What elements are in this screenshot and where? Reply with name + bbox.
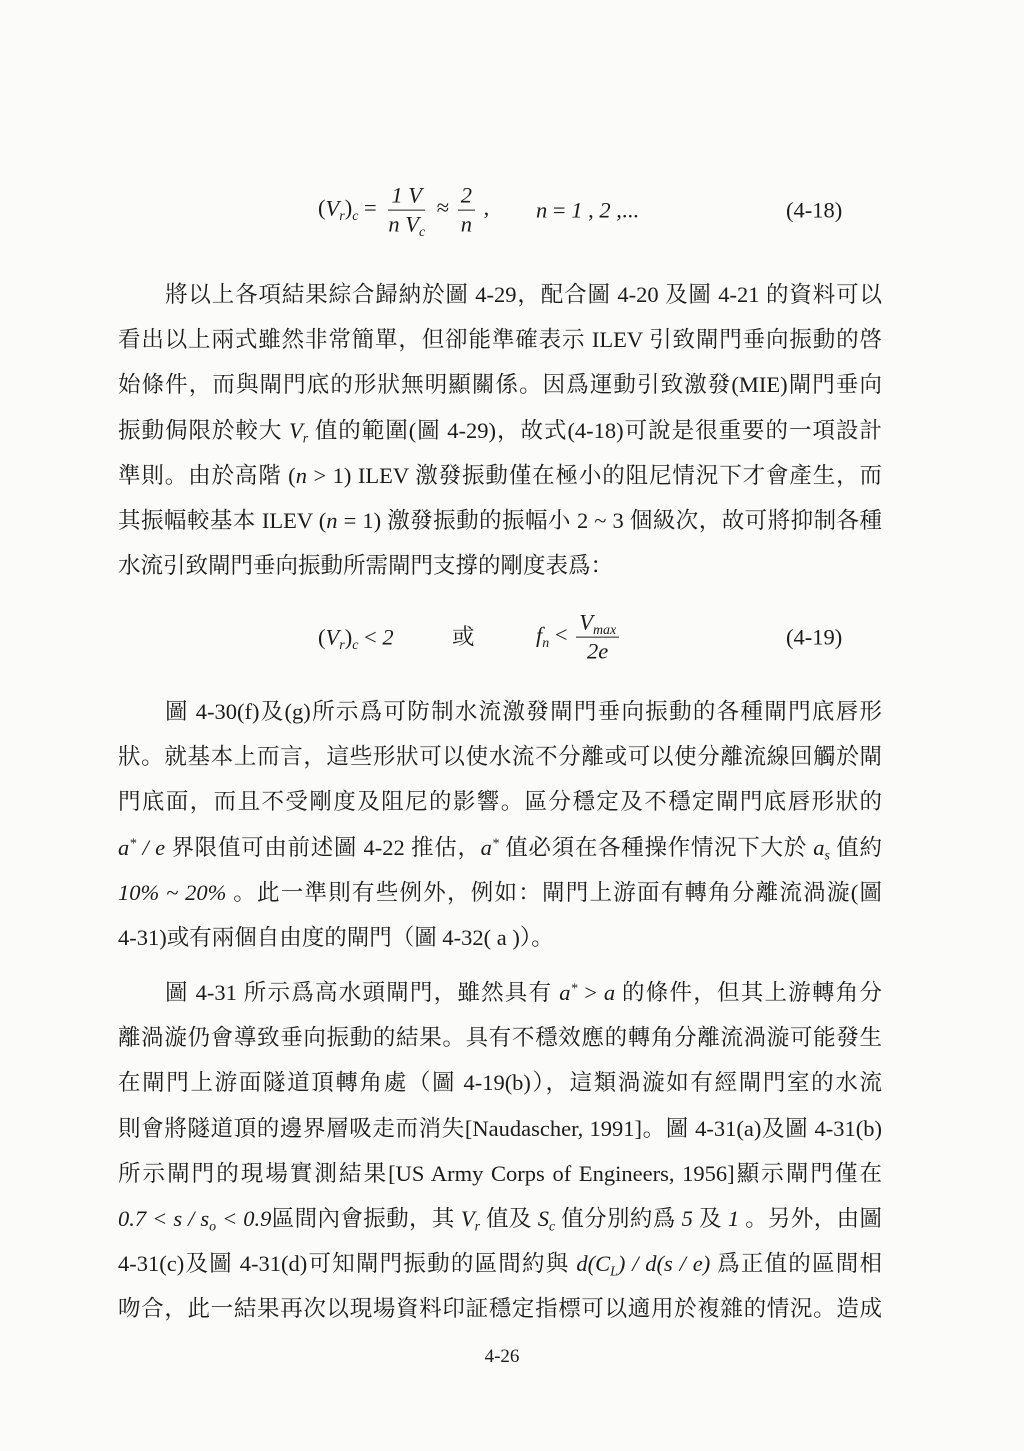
text-run: 界限值可由前述圖 4-22 推估， bbox=[165, 834, 481, 860]
subscript: s bbox=[824, 848, 830, 864]
equation-condition bbox=[536, 610, 622, 665]
text-run: = 1) 激發振動的振幅小 2 ~ 3 個級次，故可將抑制各種 bbox=[337, 507, 882, 533]
equation-expression bbox=[318, 622, 394, 651]
math-expression bbox=[460, 1205, 481, 1235]
math-variable: V bbox=[408, 182, 423, 208]
text-run: 圖 4-31 所示爲高水頭閘門，雖然具有 bbox=[165, 980, 560, 1005]
text-run: > 1) ILEV 激發振動僅在極小的阻尼情況下才會產生，而 bbox=[306, 462, 882, 488]
text-run: , bbox=[582, 197, 600, 223]
text-run: = bbox=[358, 195, 383, 221]
text-run: 在閘門上游面隧道頂轉角處（圖 4-19(b)），這類渦漩如有經閘門室的水流 bbox=[118, 1070, 882, 1096]
paragraph bbox=[118, 272, 882, 588]
text-run: 振動侷限於較大 bbox=[118, 417, 289, 443]
subscript: c bbox=[549, 1219, 556, 1235]
text-line bbox=[118, 1106, 882, 1151]
math-expression bbox=[537, 1205, 556, 1235]
text-run: 吻合，此一結果再次以現場資料印証穩定指標可以適用於複雜的情況。造成 bbox=[118, 1296, 882, 1322]
math-variable: a bbox=[813, 834, 825, 860]
math-expression bbox=[388, 212, 399, 237]
math-expression bbox=[571, 197, 582, 222]
math-expression bbox=[216, 1206, 271, 1231]
text-line bbox=[118, 498, 882, 543]
math-variable: n bbox=[460, 211, 472, 237]
text-run: 。另外，由圖 bbox=[739, 1205, 882, 1231]
superscript: * bbox=[129, 835, 137, 851]
subscript: c bbox=[352, 208, 359, 224]
math-expression bbox=[587, 639, 608, 664]
superscript: * bbox=[491, 835, 499, 851]
equation-expression bbox=[318, 183, 489, 238]
math-variable: a bbox=[559, 980, 571, 1005]
text-run: 4-31(c)及圖 4-31(d)可知閘門振動的區間約與 bbox=[118, 1251, 577, 1277]
paragraph bbox=[118, 970, 882, 1332]
subscript: r bbox=[339, 208, 345, 224]
math-variable: n bbox=[536, 197, 548, 223]
text-line bbox=[118, 362, 882, 407]
math-expression bbox=[382, 624, 393, 649]
math-variable: V bbox=[405, 211, 419, 237]
text-run: 值及 bbox=[480, 1205, 538, 1231]
math-variable: V bbox=[288, 417, 303, 443]
text-run: 爲正值的區間相 bbox=[710, 1251, 882, 1277]
text-run: ( bbox=[318, 624, 326, 650]
math-variable: 5 bbox=[681, 1205, 693, 1231]
math-expression bbox=[604, 980, 615, 1005]
text-line bbox=[118, 543, 882, 588]
math-expression bbox=[599, 197, 610, 222]
math-variable: ) / d(s / e) bbox=[617, 1251, 711, 1277]
page-number: 4-26 bbox=[484, 1346, 520, 1367]
math-variable: 2 bbox=[460, 182, 472, 208]
equation-condition bbox=[536, 195, 639, 224]
numerator bbox=[458, 183, 475, 211]
text-line bbox=[165, 970, 882, 1015]
math-variable: S bbox=[537, 1205, 550, 1231]
math-expression bbox=[326, 508, 337, 533]
equation-4-19 bbox=[0, 597, 1024, 677]
subscript: o bbox=[209, 1219, 217, 1235]
math-variable: n bbox=[326, 507, 338, 533]
math-variable: V bbox=[460, 1205, 475, 1231]
denominator bbox=[584, 638, 611, 665]
math-variable: V bbox=[325, 624, 340, 650]
text-line bbox=[118, 825, 882, 870]
math-expression bbox=[576, 1251, 618, 1280]
math-expression bbox=[536, 622, 550, 651]
math-variable: V bbox=[579, 609, 593, 635]
math-expression bbox=[118, 835, 136, 860]
text-run: 圖 4-30(f)及(g)所示爲可防制水流激發閘門垂向振動的各種閘門底唇形 bbox=[165, 699, 882, 724]
text-run: 區間內會振動，其 bbox=[271, 1205, 461, 1231]
math-variable: n bbox=[388, 211, 400, 237]
math-variable: d(C bbox=[576, 1251, 611, 1277]
math-expression bbox=[325, 195, 345, 224]
text-run: 其振幅較基本 ILEV ( bbox=[118, 507, 327, 533]
text-run: 及 bbox=[692, 1205, 728, 1231]
text-line bbox=[118, 870, 882, 915]
math-expression bbox=[536, 197, 547, 222]
subscript: L bbox=[610, 1264, 618, 1280]
subscript: r bbox=[302, 431, 309, 447]
math-variable: < 0.9 bbox=[216, 1205, 272, 1231]
text-line bbox=[118, 1015, 882, 1060]
math-expression bbox=[813, 834, 830, 864]
text-line bbox=[118, 453, 882, 498]
subscript: r bbox=[474, 1219, 481, 1235]
math-expression bbox=[461, 183, 472, 208]
text-run: > bbox=[577, 980, 604, 1005]
math-expression bbox=[579, 609, 617, 639]
fraction bbox=[576, 610, 619, 665]
math-variable: n bbox=[295, 462, 307, 488]
text-run: 值的範圍(圖 4-29)，故式(4-18)可說是很重要的一項設計 bbox=[308, 417, 882, 443]
text-run: 水流引致閘門垂向振動所需閘門支撐的剛度表爲： bbox=[118, 553, 614, 579]
superscript: * bbox=[570, 981, 578, 997]
text-run: 準則。由於高階 ( bbox=[118, 462, 296, 488]
text-run: 的條件，但其上游轉角分 bbox=[615, 980, 882, 1005]
math-variable: V bbox=[325, 195, 340, 221]
subscript: r bbox=[339, 637, 345, 653]
subscript: c bbox=[418, 224, 426, 240]
text-line bbox=[165, 689, 882, 734]
math-variable: a bbox=[118, 834, 130, 860]
math-variable: 2 bbox=[599, 197, 611, 223]
math-expression bbox=[408, 183, 422, 208]
equation-connector: 或 bbox=[452, 624, 475, 650]
text-run: < bbox=[358, 624, 383, 650]
subscript: max bbox=[592, 623, 617, 639]
math-expression bbox=[461, 212, 472, 237]
text-run: 值分別約爲 bbox=[555, 1205, 682, 1231]
text-run: ) bbox=[344, 195, 353, 221]
text-run: 離渦漩仍會導致垂向振動的結果。具有不穩效應的轉角分離流渦漩可能發生 bbox=[118, 1025, 882, 1051]
math-expression bbox=[728, 1206, 739, 1231]
math-variable: 10% ~ 20% bbox=[118, 879, 227, 905]
text-line bbox=[118, 1196, 882, 1241]
text-line bbox=[118, 1241, 882, 1286]
text-line bbox=[118, 1060, 882, 1105]
text-line bbox=[118, 1151, 882, 1196]
text-line bbox=[118, 408, 882, 453]
text-run: ≈ bbox=[431, 195, 455, 221]
text-run: 則會將隧道頂的邊界層吸走而消失[Naudascher, 1991]。圖 4-31(a)及圖 4-31(b) bbox=[118, 1115, 882, 1141]
math-variable: a bbox=[480, 834, 492, 860]
numerator bbox=[388, 183, 425, 211]
math-variable: f bbox=[536, 622, 543, 648]
denominator bbox=[458, 211, 475, 238]
fraction bbox=[458, 183, 475, 238]
text-run: 所示閘門的現場實測結果[US Army Corps of Engineers, 1956]顯示閘門僅在 bbox=[118, 1160, 882, 1186]
denominator bbox=[385, 211, 428, 238]
text-run: ) bbox=[344, 624, 353, 650]
text-run: 門底面，而且不受剛度及阻尼的影響。區分穩定及不穩定閘門底唇形狀的 bbox=[118, 789, 882, 815]
fraction bbox=[385, 183, 428, 238]
text-line bbox=[165, 272, 882, 317]
math-variable: / e bbox=[136, 834, 166, 860]
text-run: 。此一準則有些例外，例如：閘門上游面有轉角分離流渦漩(圖 bbox=[226, 879, 882, 905]
text-run: , bbox=[478, 195, 490, 221]
math-expression bbox=[296, 463, 307, 488]
equation-4-18 bbox=[0, 170, 1024, 250]
text-run: ,... bbox=[610, 197, 639, 223]
math-variable: 1 bbox=[727, 1205, 740, 1231]
text-run: 看出以上兩式雖然非常簡單，但卻能準確表示 ILEV 引致閘門垂向振動的啓 bbox=[118, 327, 882, 353]
math-expression bbox=[136, 835, 165, 860]
math-expression bbox=[682, 1206, 693, 1231]
text-run: 值約 bbox=[829, 834, 882, 860]
numerator bbox=[576, 610, 619, 638]
text-run: 值必須在各種操作情況下大於 bbox=[498, 834, 814, 860]
math-expression bbox=[559, 980, 577, 1005]
text-run: 始條件，而與閘門底的形狀無明顯關係。因爲運動引致激發(MIE)閘門垂向 bbox=[118, 372, 882, 398]
math-expression bbox=[325, 624, 345, 653]
text-run: 4-31)或有兩個自由度的閘門（圖 4-32( a )）。 bbox=[118, 924, 554, 950]
text-run: 狀。就基本上而言，這些形狀可以使水流不分離或可以使分離流線回觸於閘 bbox=[118, 744, 882, 770]
math-variable: a bbox=[603, 980, 616, 1005]
text-line bbox=[118, 734, 882, 779]
text-line bbox=[118, 915, 882, 960]
equation-number: (4-19) bbox=[786, 624, 843, 650]
math-variable: 0.7 < s / s bbox=[118, 1205, 210, 1231]
paragraph bbox=[118, 689, 882, 960]
equation-number: (4-18) bbox=[786, 197, 843, 223]
math-variable: 2 bbox=[382, 624, 394, 650]
text-line bbox=[118, 1286, 882, 1331]
math-variable: 2e bbox=[587, 638, 609, 664]
subscript: c bbox=[352, 637, 359, 653]
math-expression bbox=[481, 835, 499, 860]
math-expression bbox=[405, 211, 426, 240]
text-run: = bbox=[547, 197, 572, 223]
text-line bbox=[118, 779, 882, 824]
math-expression bbox=[288, 417, 309, 447]
math-expression bbox=[391, 183, 402, 208]
math-variable: 1 bbox=[571, 197, 583, 223]
text-run: < bbox=[549, 622, 574, 648]
math-expression bbox=[118, 880, 226, 905]
text-run: 將以上各項結果綜合歸納於圖 4-29，配合圖 4-20 及圖 4-21 的資料可以 bbox=[165, 282, 882, 307]
math-expression bbox=[618, 1251, 710, 1276]
text-run: ( bbox=[318, 195, 326, 221]
subscript: n bbox=[542, 635, 550, 651]
text-line bbox=[118, 317, 882, 362]
math-expression bbox=[118, 1205, 217, 1235]
math-variable: 1 bbox=[391, 182, 403, 208]
